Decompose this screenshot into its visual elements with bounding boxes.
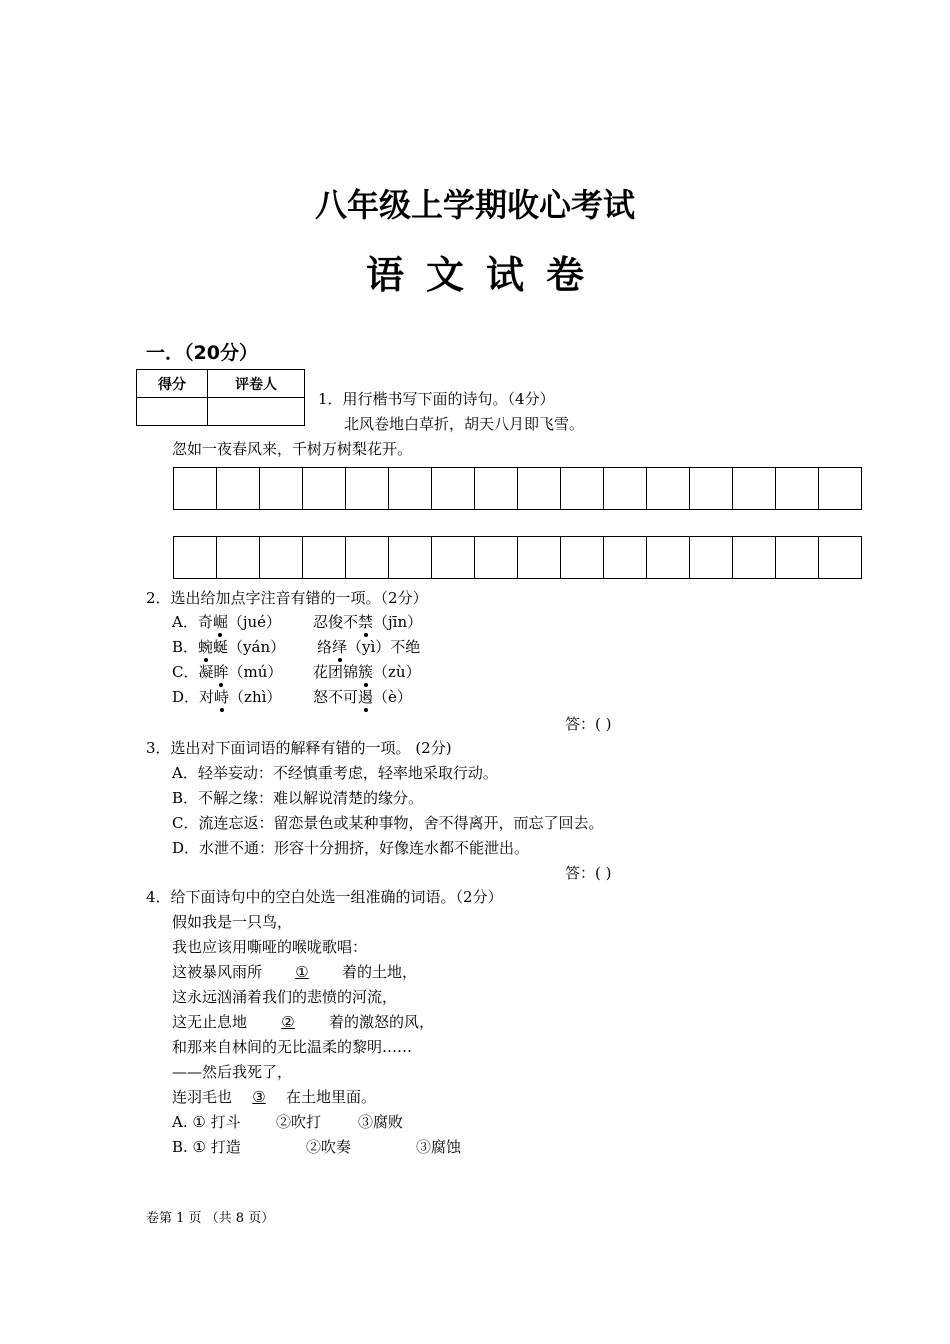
q1-prompt: 1．用行楷书写下面的诗句。（4分） [318,390,555,408]
q3-option-c: C．流连忘返：留恋景色或某种事物，舍不得离开，而忘了回去。 [172,814,604,832]
q2-option-a-second: 忍俊不禁（jīn） [313,613,423,631]
grid-cell[interactable] [260,537,303,579]
grid-cell[interactable] [174,468,217,510]
writing-grid-2[interactable] [173,536,862,579]
grader-header: 评卷人 [208,370,305,398]
grid-cell[interactable] [303,468,346,510]
page-footer: 卷第 1 页 （共 8 页） [146,1211,275,1226]
q3-option-a: A．轻举妄动：不经慎重考虑，轻率地采取行动。 [172,764,498,782]
q4-poem-line: 我也应该用嘶哑的喉咙歌唱： [172,938,368,956]
q4-poem-line: 这永远汹涌着我们的悲愤的河流， [172,988,398,1006]
q4-poem-line: 这无止息地 ② 着的激怒的风， [172,1013,435,1031]
q4-poem-line: 和那来自林间的无比温柔的黎明…… [172,1038,413,1056]
score-header: 得分 [137,370,208,398]
grid-cell[interactable] [346,537,389,579]
grid-cell[interactable] [346,468,389,510]
q2-option-c-second: 花团锦簇（zù） [313,663,421,681]
grid-cell[interactable] [432,468,475,510]
q4-poem-line: 假如我是一只鸟， [172,913,293,931]
grid-cell[interactable] [733,537,776,579]
grid-cell[interactable] [604,537,647,579]
q2-prompt: 2．选出给加点字注音有错的一项。（2分） [146,589,428,607]
blank-2[interactable]: ② [281,1013,295,1031]
q4-poem-line: 这被暴风雨所 ① 着的土地， [172,963,418,981]
q3-option-d: D．水泄不通：形容十分拥挤，好像连水都不能泄出。 [172,839,530,857]
q2-option-b-second: 络绎（yì）不绝 [317,638,421,656]
dotted-char: 绎 [332,638,348,656]
grid-cell[interactable] [561,468,604,510]
exam-subtitle: 语文试卷 [365,253,606,297]
grid-cell[interactable] [217,537,260,579]
q2-option-a: A．奇崛（jué） [172,613,282,631]
grid-cell[interactable] [604,468,647,510]
q2-option-d: D．对峙（zhì） [172,688,282,706]
dotted-char: 禁 [358,613,374,631]
q2-answer[interactable]: 答：( ) [565,715,612,733]
grid-cell[interactable] [819,468,862,510]
dotted-char: 簇 [358,663,374,681]
dotted-char: 蜿 [198,638,214,656]
q4-option-b: B. ① 打造 [172,1138,241,1156]
q4-poem-line: 连羽毛也 ③ 在土地里面。 [172,1088,377,1106]
grid-cell[interactable] [733,468,776,510]
q3-prompt: 3．选出对下面词语的解释有错的一项。 (2分) [146,739,452,757]
grid-cell[interactable] [432,537,475,579]
q4-option-b-3: ③腐蚀 [416,1138,462,1156]
grid-cell[interactable] [518,468,561,510]
q4-option-a-2: ②吹打 [276,1113,322,1131]
grid-cell[interactable] [475,537,518,579]
grid-cell[interactable] [647,537,690,579]
grader-cell [208,398,305,426]
grid-cell[interactable] [389,468,432,510]
q3-answer[interactable]: 答：( ) [565,864,612,882]
grid-cell[interactable] [389,537,432,579]
grid-cell[interactable] [303,537,346,579]
score-table [136,369,305,426]
grid-cell[interactable] [217,468,260,510]
q4-prompt: 4．给下面诗句中的空白处选一组准确的词语。（2分） [146,888,503,906]
grid-cell[interactable] [174,537,217,579]
grid-cell[interactable] [776,468,819,510]
dotted-char: 遏 [358,688,374,706]
q4-option-b-2: ②吹奏 [306,1138,352,1156]
q2-option-c: C．凝眸（mú） [172,663,283,681]
q1-poem-line-2: 忽如一夜春风来，千树万树梨花开。 [172,440,413,458]
q4-option-a-3: ③腐败 [358,1113,404,1131]
grid-cell[interactable] [647,468,690,510]
writing-grid-1[interactable] [173,467,862,510]
q4-option-a: A. ① 打斗 [172,1113,241,1131]
q2-option-b: B．蜿蜒（yán） [172,638,286,656]
exam-title: 八年级上学期收心考试 [314,186,635,224]
q1-poem-line-1: 北风卷地白草折，胡天八月即飞雪。 [344,415,585,433]
grid-cell[interactable] [561,537,604,579]
grid-cell[interactable] [690,468,733,510]
section-heading: 一．（20分） [146,342,258,364]
dotted-char: 眸 [213,663,229,681]
blank-3[interactable]: ③ [252,1088,266,1106]
score-cell [137,398,208,426]
grid-cell[interactable] [475,468,518,510]
grid-cell[interactable] [260,468,303,510]
q2-option-d-second: 怒不可遏（è） [313,688,412,706]
grid-cell[interactable] [819,537,862,579]
grid-cell[interactable] [690,537,733,579]
dotted-char: 峙 [214,688,230,706]
blank-1[interactable]: ① [295,963,309,981]
grid-cell[interactable] [776,537,819,579]
q4-poem-line: ——然后我死了， [172,1063,293,1081]
q3-option-b: B．不解之缘：难以解说清楚的缘分。 [172,789,424,807]
dotted-char: 崛 [212,613,228,631]
grid-cell[interactable] [518,537,561,579]
